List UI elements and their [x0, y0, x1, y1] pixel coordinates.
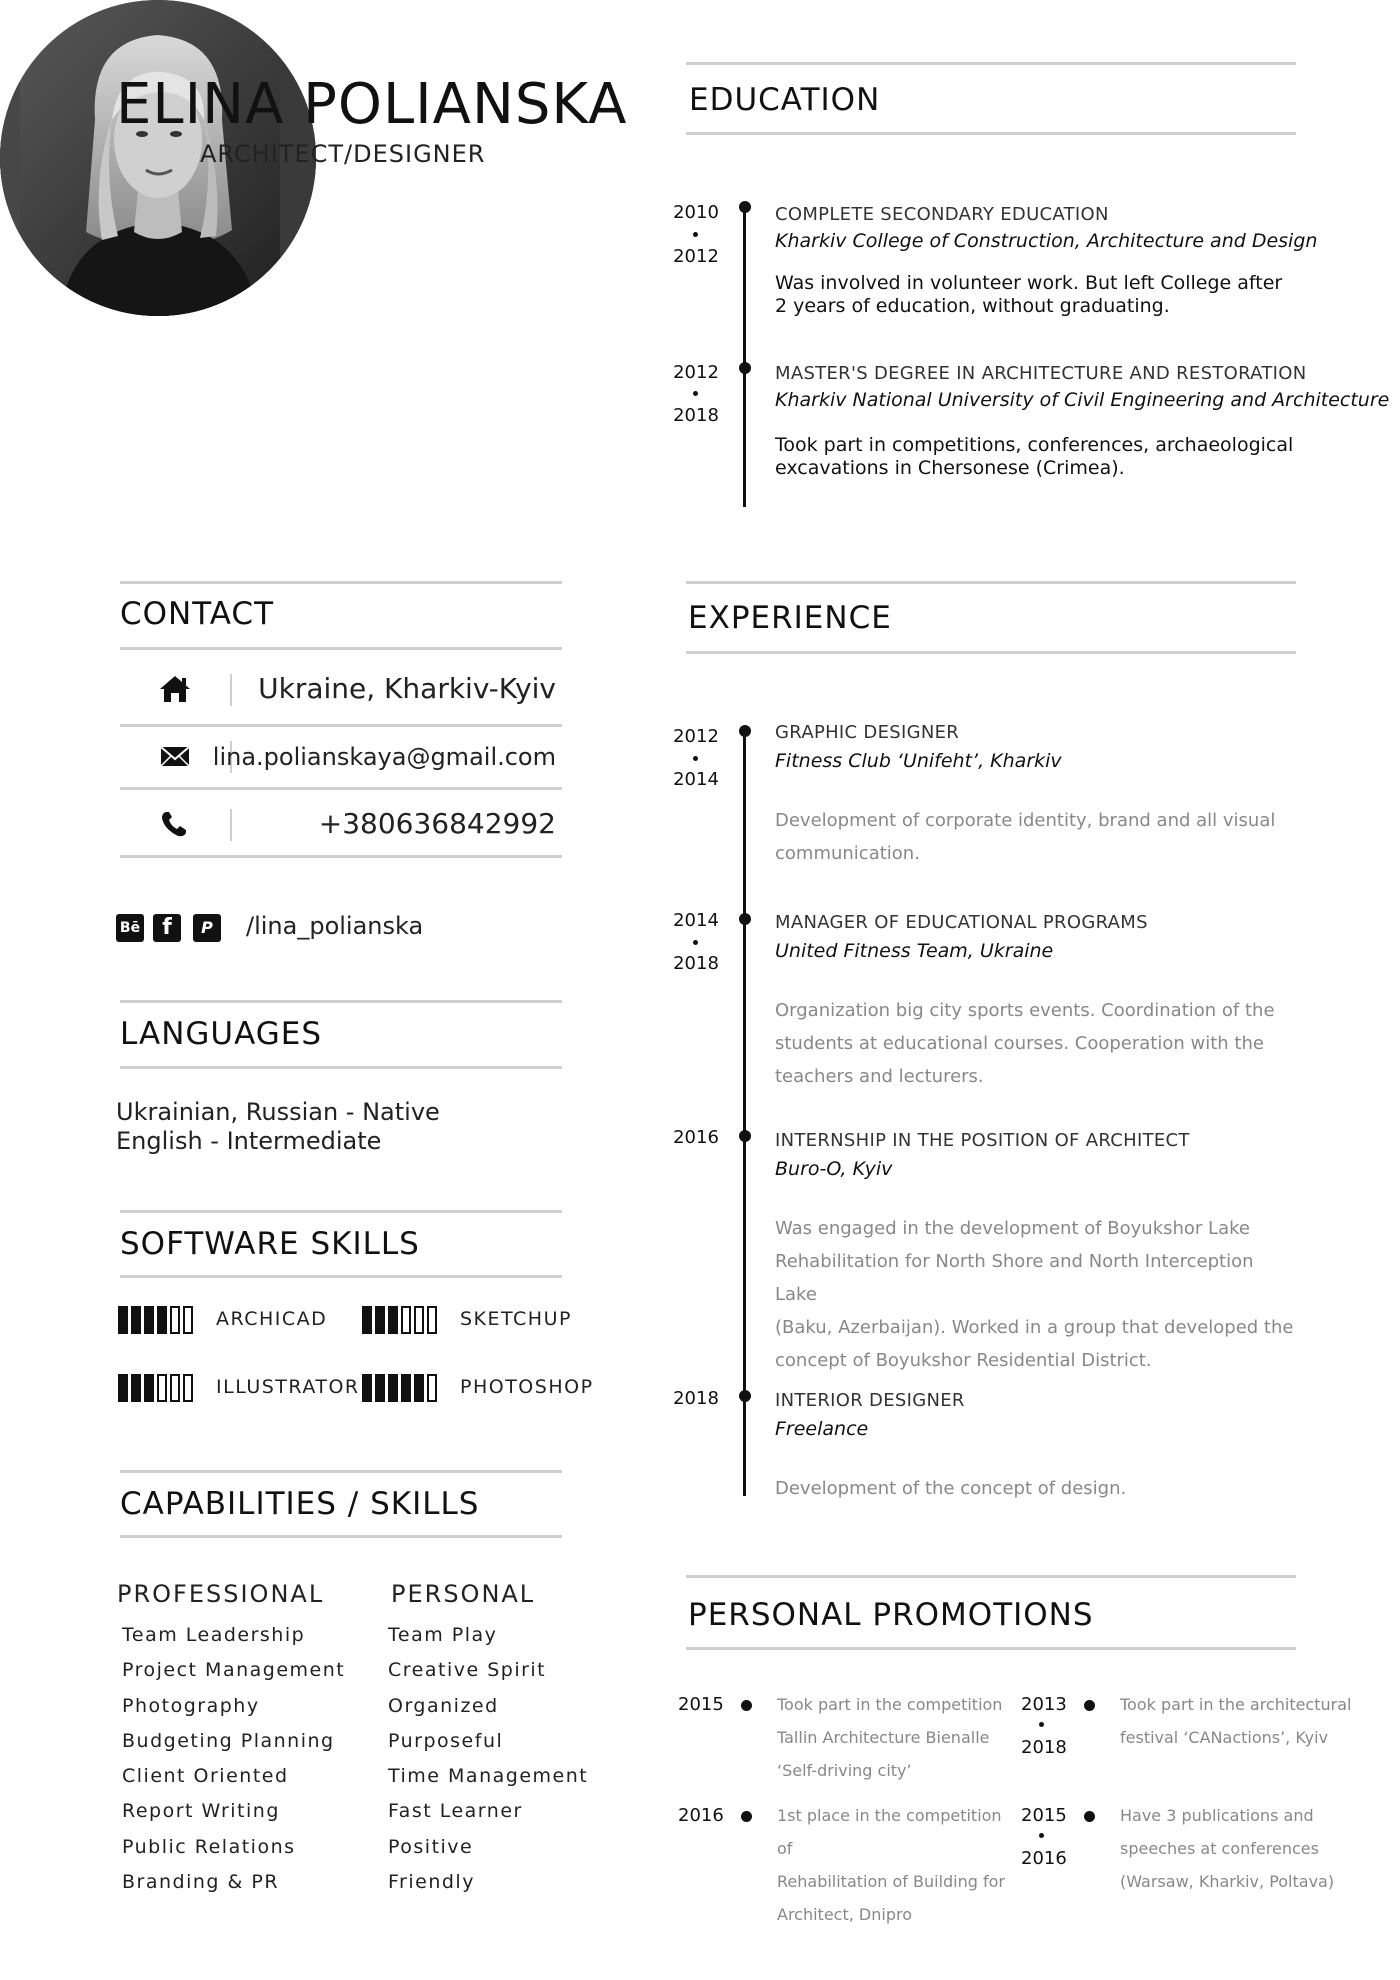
promo-year-start: 2015 — [1021, 1805, 1067, 1826]
skill-bar-filled — [131, 1306, 141, 1334]
promo-line: Rehabilitation of Building for — [777, 1872, 1005, 1891]
promo-line: (Warsaw, Kharkiv, Poltava) — [1120, 1872, 1335, 1891]
personal-heading: PERSONAL — [391, 1580, 536, 1608]
exp-desc-line: Development of the concept of design. — [775, 1478, 1127, 1499]
contact-top-rule — [120, 581, 562, 584]
skill-label: PHOTOSHOP — [460, 1376, 594, 1398]
exp-org: Fitness Club ‘Unifeht’, Kharkiv — [775, 750, 1062, 772]
year-separator-dot — [693, 756, 698, 761]
exp-desc — [775, 1212, 1295, 1377]
skill-label: ILLUSTRATOR — [216, 1376, 360, 1398]
skill-bar-empty — [183, 1374, 193, 1402]
edu-desc — [775, 434, 1315, 480]
exp-year-start: 2012 — [673, 726, 719, 747]
skill-bar-empty — [427, 1374, 437, 1402]
promo-line: festival ‘CANactions’, Kyiv — [1120, 1728, 1329, 1747]
capabilities-bottom-rule — [120, 1535, 562, 1538]
promo-dot — [741, 1811, 752, 1822]
promo-line: Architect, Dnipro — [777, 1905, 912, 1924]
experience-top-rule — [686, 581, 1296, 584]
phone-icon — [158, 809, 192, 839]
exp-desc — [775, 804, 1295, 870]
year-separator-dot — [1039, 1722, 1044, 1727]
contact-row-rule — [120, 855, 562, 858]
skill-bar-filled — [118, 1374, 128, 1402]
contact-location: Ukraine, Kharkiv-Kyiv — [258, 672, 556, 705]
promo-line: 1st place in the competition of — [777, 1806, 1002, 1858]
year-separator-dot — [693, 940, 698, 945]
language-line: Ukrainian, Russian - Native — [116, 1098, 440, 1126]
capabilities-top-rule — [120, 1470, 562, 1473]
contact-title: CONTACT — [120, 596, 275, 632]
contact-phone-row — [120, 793, 562, 855]
edu-desc-line: Took part in competitions, conferences, archaeological — [775, 434, 1294, 456]
skill-bar-filled — [414, 1374, 424, 1402]
edu-desc-line: 2 years of education, without graduating. — [775, 295, 1170, 317]
exp-org: Freelance — [775, 1418, 869, 1440]
skill-bar-filled — [144, 1306, 154, 1334]
exp-desc-line: students at educational courses. Cooperation with the — [775, 1033, 1264, 1054]
promo-line: Took part in the architectural — [1120, 1695, 1352, 1714]
exp-desc-line: (Baku, Azerbaijan). Worked in a group that developed the — [775, 1317, 1294, 1338]
skill-list-item: Budgeting Planning — [122, 1729, 335, 1752]
exp-title: INTERNSHIP IN THE POSITION OF ARCHITECT — [775, 1130, 1190, 1151]
promo-year-end: 2018 — [1021, 1737, 1067, 1758]
contact-email-row — [120, 725, 562, 787]
contact-separator — [230, 674, 232, 706]
edu-desc-line: Was involved in volunteer work. But left College after — [775, 272, 1283, 294]
exp-desc-line: Rehabilitation for North Shore and North Interception Lake — [775, 1251, 1254, 1305]
contact-separator — [230, 809, 232, 841]
exp-desc — [775, 1472, 1295, 1505]
edu-desc-line: excavations in Chersonese (Crimea). — [775, 457, 1125, 479]
professional-skills-list — [122, 1618, 345, 1900]
skill-list-item: Branding & PR — [122, 1871, 280, 1894]
exp-title: GRAPHIC DESIGNER — [775, 722, 960, 743]
promo-text — [777, 1799, 1017, 1931]
software-title: SOFTWARE SKILLS — [120, 1226, 420, 1262]
promo-dot — [1084, 1700, 1095, 1711]
experience-timeline — [743, 732, 746, 1496]
exp-desc-line: Development of corporate identity, brand and all visual — [775, 810, 1276, 831]
contact-bottom-rule — [120, 647, 562, 650]
skill-list-item: Fast Learner — [388, 1800, 523, 1823]
promo-text — [777, 1688, 1017, 1787]
edu-year-start: 2010 — [673, 202, 719, 223]
promotions-bottom-rule — [686, 1647, 1296, 1650]
edu-org: Kharkiv College of Construction, Architecture and Design — [775, 230, 1318, 252]
facebook-icon[interactable]: f — [153, 914, 181, 942]
skill-bar-filled — [362, 1306, 372, 1334]
behance-icon[interactable]: Bē — [116, 914, 144, 942]
language-line: English - Intermediate — [116, 1127, 382, 1155]
skill-list-item: Photography — [122, 1694, 260, 1717]
skill-list-item: Positive — [388, 1835, 474, 1858]
envelope-icon — [158, 741, 192, 771]
skill-label: ARCHICAD — [216, 1308, 328, 1330]
experience-bottom-rule — [686, 651, 1296, 654]
skill-bar-filled — [362, 1374, 372, 1402]
exp-title: MANAGER OF EDUCATIONAL PROGRAMS — [775, 912, 1148, 933]
skill-bar-filled — [157, 1306, 167, 1334]
education-title: EDUCATION — [689, 82, 881, 118]
timeline-dot — [739, 362, 751, 374]
contact-email[interactable]: lina.polianskaya@gmail.com — [212, 743, 556, 771]
skill-list-item: Creative Spirit — [388, 1659, 547, 1682]
skill-label: SKETCHUP — [460, 1308, 572, 1330]
promo-text — [1120, 1799, 1360, 1898]
edu-desc — [775, 272, 1315, 318]
edu-title: COMPLETE SECONDARY EDUCATION — [775, 204, 1109, 225]
skill-bar-empty — [157, 1374, 167, 1402]
exp-year-end: 2018 — [673, 953, 719, 974]
skill-bar-filled — [375, 1306, 385, 1334]
education-timeline — [743, 205, 746, 507]
skill-photoshop — [362, 1374, 602, 1404]
home-icon — [158, 674, 192, 704]
exp-year-start: 2018 — [673, 1388, 719, 1409]
exp-desc-line: teachers and lecturers. — [775, 1066, 984, 1087]
languages-top-rule — [120, 1000, 562, 1003]
skill-bar-empty — [401, 1306, 411, 1334]
skill-bar-empty — [427, 1306, 437, 1334]
timeline-dot — [739, 1130, 751, 1142]
timeline-dot — [739, 913, 751, 925]
skill-bar-filled — [144, 1374, 154, 1402]
skill-bar-empty — [170, 1374, 180, 1402]
skill-bar-filled — [401, 1374, 411, 1402]
contact-row-rule — [120, 787, 562, 790]
exp-title: INTERIOR DESIGNER — [775, 1390, 965, 1411]
exp-year-start: 2014 — [673, 910, 719, 931]
languages-bottom-rule — [120, 1066, 562, 1069]
personal-skills-list — [388, 1618, 588, 1900]
timeline-dot — [739, 1390, 751, 1402]
skill-list-item: Team Leadership — [122, 1624, 306, 1646]
exp-org: United Fitness Team, Ukraine — [775, 940, 1054, 962]
skill-list-item: Friendly — [388, 1871, 475, 1894]
capabilities-title: CAPABILITIES / SKILLS — [120, 1486, 480, 1522]
promotions-title: PERSONAL PROMOTIONS — [688, 1597, 1094, 1633]
edu-year-end: 2018 — [673, 405, 719, 426]
exp-year-start: 2016 — [673, 1127, 719, 1148]
promo-line: ‘Self-driving city’ — [777, 1761, 912, 1780]
skill-bar-filled — [388, 1306, 398, 1334]
skill-list-item: Public Relations — [122, 1835, 296, 1858]
pinterest-icon[interactable]: P — [193, 914, 221, 942]
resume-name: ELINA POLIANSKA — [116, 72, 628, 137]
promo-year-end: 2016 — [1021, 1848, 1067, 1869]
professional-heading: PROFESSIONAL — [117, 1580, 325, 1608]
year-separator-dot — [1039, 1833, 1044, 1838]
skill-level-bars — [118, 1374, 196, 1402]
exp-desc-line: communication. — [775, 843, 920, 864]
year-separator-dot — [693, 391, 698, 396]
skill-archicad — [118, 1306, 338, 1336]
skill-list-item: Team Play — [388, 1624, 498, 1646]
education-top-rule — [686, 62, 1296, 65]
skill-bar-empty — [183, 1306, 193, 1334]
promo-year-start: 2013 — [1021, 1694, 1067, 1715]
skill-illustrator — [118, 1374, 358, 1404]
promo-dot — [1084, 1811, 1095, 1822]
skill-sketchup — [362, 1306, 582, 1336]
skill-level-bars — [362, 1306, 440, 1334]
promo-year: 2015 — [678, 1694, 724, 1715]
edu-year-start: 2012 — [673, 362, 719, 383]
education-bottom-rule — [686, 132, 1296, 135]
experience-title: EXPERIENCE — [688, 600, 892, 636]
software-bottom-rule — [120, 1275, 562, 1278]
languages-title: LANGUAGES — [120, 1016, 323, 1052]
contact-phone[interactable]: +380636842992 — [318, 807, 556, 840]
promo-text — [1120, 1688, 1360, 1754]
exp-year-end: 2014 — [673, 769, 719, 790]
skill-bar-filled — [131, 1374, 141, 1402]
skill-bar-empty — [170, 1306, 180, 1334]
social-handle[interactable]: /lina_polianska — [246, 912, 424, 940]
resume-subtitle: ARCHITECT/DESIGNER — [200, 140, 486, 168]
edu-title: MASTER'S DEGREE IN ARCHITECTURE AND RESTORATION — [775, 363, 1307, 384]
skill-bar-filled — [375, 1374, 385, 1402]
exp-desc-line: Organization big city sports events. Coordination of the — [775, 1000, 1275, 1021]
skill-list-item: Project Management — [122, 1659, 346, 1682]
timeline-dot — [739, 725, 751, 737]
promo-line: Took part in the competition — [777, 1695, 1003, 1714]
skill-list-item: Time Management — [388, 1765, 589, 1788]
skill-bar-filled — [388, 1374, 398, 1402]
promo-line: Have 3 publications and — [1120, 1806, 1314, 1825]
edu-year-end: 2012 — [673, 246, 719, 267]
skill-list-item: Organized — [388, 1694, 499, 1717]
year-separator-dot — [693, 232, 698, 237]
skill-list-item: Client Oriented — [122, 1765, 289, 1788]
contact-location-row — [120, 658, 562, 720]
skill-level-bars — [362, 1374, 440, 1402]
exp-desc — [775, 994, 1295, 1093]
promo-line: speeches at conferences — [1120, 1839, 1319, 1858]
exp-desc-line: Was engaged in the development of Boyukshor Lake — [775, 1218, 1250, 1239]
promo-dot — [741, 1700, 752, 1711]
skill-bar-empty — [414, 1306, 424, 1334]
exp-org: Buro-O, Kyiv — [775, 1158, 893, 1180]
promo-line: Tallin Architecture Bienalle — [777, 1728, 990, 1747]
promo-year: 2016 — [678, 1805, 724, 1826]
exp-desc-line: concept of Boyukshor Residential District. — [775, 1350, 1152, 1371]
promotions-top-rule — [686, 1575, 1296, 1578]
skill-level-bars — [118, 1306, 196, 1334]
timeline-dot — [739, 201, 751, 213]
software-top-rule — [120, 1210, 562, 1213]
skill-list-item: Purposeful — [388, 1729, 504, 1752]
skill-list-item: Report Writing — [122, 1800, 280, 1823]
skill-bar-filled — [118, 1306, 128, 1334]
edu-org: Kharkiv National University of Civil Engineering and Architecture — [775, 389, 1390, 411]
